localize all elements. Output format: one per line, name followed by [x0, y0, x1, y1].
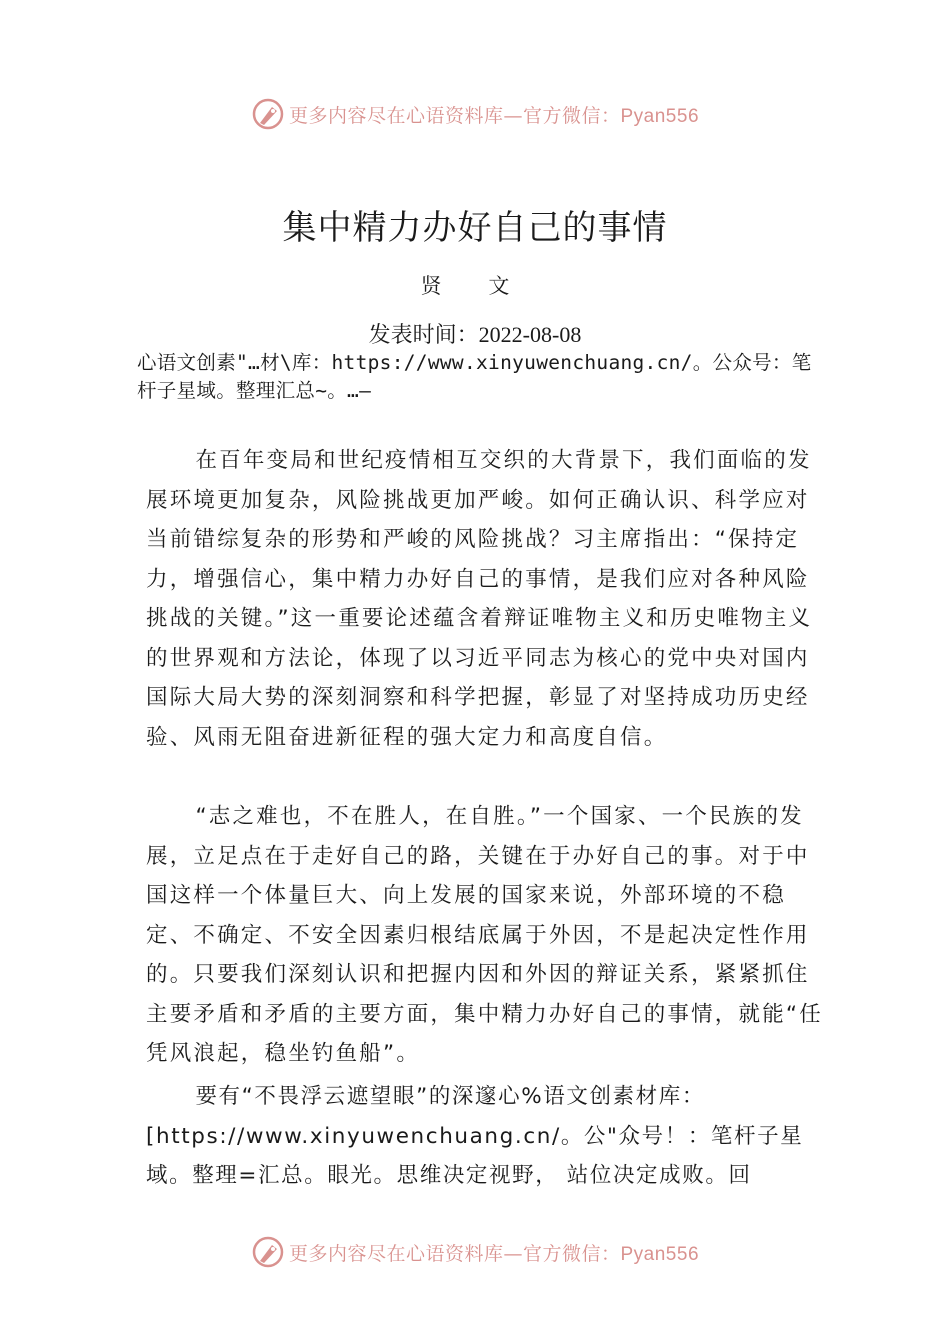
paragraph-2: “志之难也，不在胜人，在自胜。”一个国家、一个民族的发展，立足点在于走好自己的路，关键在于办好自己的事。对于中国这样一个体量巨大、向上发展的国家来说，外部环境的不稳定、不确定、不安全因素归根结底属于外因，不是起决定性作用的。只要我们深刻认识和把握内因和外因的辩证关系，紧紧抓住主要矛盾和矛盾的主要方面，集中精力办好自己的事情，就能“任凭风浪起，稳坐钓鱼船”。 [146, 804, 823, 1066]
pen-nib-logo-icon [251, 97, 285, 131]
footer-banner [0, 1232, 950, 1272]
publish-date [0, 318, 950, 349]
pen-nib-logo-icon [251, 1235, 285, 1269]
banner-wechat-id: Pyan556 [620, 105, 700, 127]
page-title: 集中精力办好自己的事情 [282, 208, 668, 248]
banner-label: 更多内容尽在心语资料库—官方微信： [288, 1242, 621, 1265]
header-banner [0, 94, 950, 134]
banner-label: 更多内容尽在心语资料库—官方微信： [288, 104, 621, 127]
author: 贤 文 [420, 274, 530, 298]
date-label: 发表时间： [368, 323, 479, 348]
paragraph-3: 要有“不畏浮云遮望眼”的深邃心%语文创素材库：[https://www.xinyuwenchuang.cn/。公"众号！：笔杆子星域。整理=汇总。眼光。思维决定视野， 站位决定成败。回 [146, 1084, 804, 1188]
banner-wechat-id: Pyan556 [620, 1243, 700, 1265]
banner-text [289, 1239, 699, 1266]
banner-text [289, 101, 699, 128]
source-note: 心语文创素"…材\库：https://www.xinyuwenchuang.cn/。公众号：笔杆子星域。整理汇总~。…— [137, 351, 812, 402]
date-value: 2022-08-08 [478, 322, 582, 347]
paragraph-1: 在百年变局和世纪疫情相互交织的大背景下，我们面临的发展环境更加复杂，风险挑战更加严峻。如何正确认识、科学应对当前错综复杂的形势和严峻的风险挑战？习主席指出：“保持定力，增强信心，集中精力办好自己的事情，是我们应对各种风险挑战的关键。”这一重要论述蕴含着辩证唯物主义和历史唯物主义的世界观和方法论，体现了以习近平同志为核心的党中央对国内国际大局大势的深刻洞察和科学把握，彰显了对坚持成功历史经验、风雨无阻奋进新征程的强大定力和高度自信。 [146, 448, 813, 750]
